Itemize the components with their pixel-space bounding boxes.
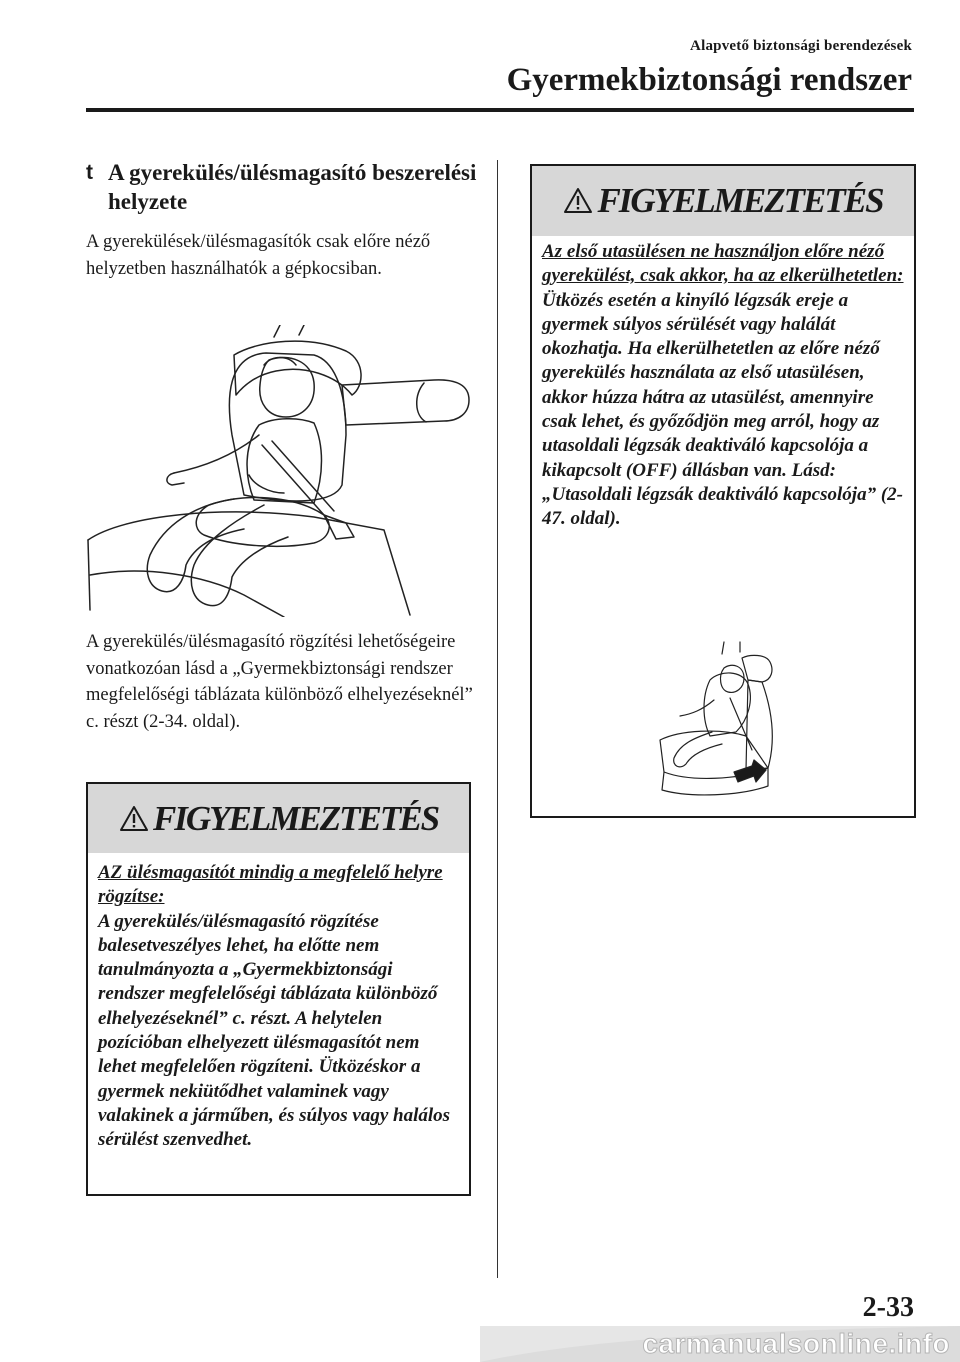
warning-box-left bbox=[86, 782, 471, 1196]
warning-lead: Az első utasülésen ne használjon előre néző gyerekülést, csak akkor, ha az elkerülhetetlen: bbox=[542, 241, 904, 287]
warning-triangle-icon bbox=[119, 805, 149, 832]
watermark-text: carmanualsonline.info bbox=[642, 1328, 950, 1359]
warning-band bbox=[532, 166, 914, 236]
column-divider bbox=[497, 160, 498, 1278]
header-title: Gyermekbiztonsági rendszer bbox=[506, 62, 912, 98]
watermark bbox=[480, 1326, 960, 1362]
warning-label: FIGYELMEZTETÉS bbox=[152, 799, 439, 838]
reference-paragraph: A gyerekülés/ülésmagasító rögzítési lehetőségeire vonatkozóan lásd a „Gyermekbiztonsági rendszer megfelelőségi táblázata különböző elhelyezéseknél” c. részt (2-34. oldal). bbox=[86, 632, 473, 732]
intro-paragraph: A gyerekülések/ülésmagasítók csak előre néző helyzetben használhatók a gépkocsiban. bbox=[86, 232, 431, 279]
page-number: 2-33 bbox=[862, 1292, 914, 1323]
warning-body bbox=[532, 236, 914, 532]
warning-label: FIGYELMEZTETÉS bbox=[597, 181, 883, 220]
warning-triangle-icon bbox=[563, 187, 593, 214]
child-seat-position-illustration bbox=[650, 640, 780, 800]
section-heading bbox=[86, 158, 486, 216]
section-marker: t bbox=[86, 161, 93, 184]
header-rule bbox=[86, 108, 914, 112]
section-heading-text: A gyerekülés/ülésmagasító beszerelési helyzete bbox=[108, 160, 477, 214]
warning-body bbox=[88, 853, 469, 1153]
warning-text: Ütközés esetén a kinyíló légzsák ereje a gyermek súlyos sérülését vagy halálát okozhatja. Ha elkerülhetetlen az előre néző gyerekülés használata az első utasülésen, akkor húzza hátra az utasülést, amennyire csak lehet, és győződjön meg arról, hogy az utasoldali légzsák deaktiváló kapcsolója a kikapcsolt (OFF) állásban van. Lásd: „Utasoldali légzsák deaktiváló kapcsolója” (2-47. oldal). bbox=[542, 289, 903, 530]
warning-text: A gyerekülés/ülésmagasító rögzítése balesetveszélyes lehet, ha előtte nem tanulmányozta a „Gyermekbiztonsági rendszer megfelelőségi táblázata különböző elhelyezéseknél” c. részt. A helytelen pozícióban elhelyezett ülésmagasítót nem lehet megfelelően rögzíteni. Ütközéskor a gyermek nekiütődhet valaminek vagy valakinek a járműben, és súlyos vagy halálos sérülést szenvedhet. bbox=[98, 910, 451, 1151]
child-booster-seat-illustration bbox=[84, 325, 472, 617]
header-subtitle: Alapvető biztonsági berendezések bbox=[690, 38, 912, 54]
warning-band bbox=[88, 784, 469, 853]
warning-lead: AZ ülésmagasítót mindig a megfelelő helyre rögzítse: bbox=[98, 862, 443, 908]
